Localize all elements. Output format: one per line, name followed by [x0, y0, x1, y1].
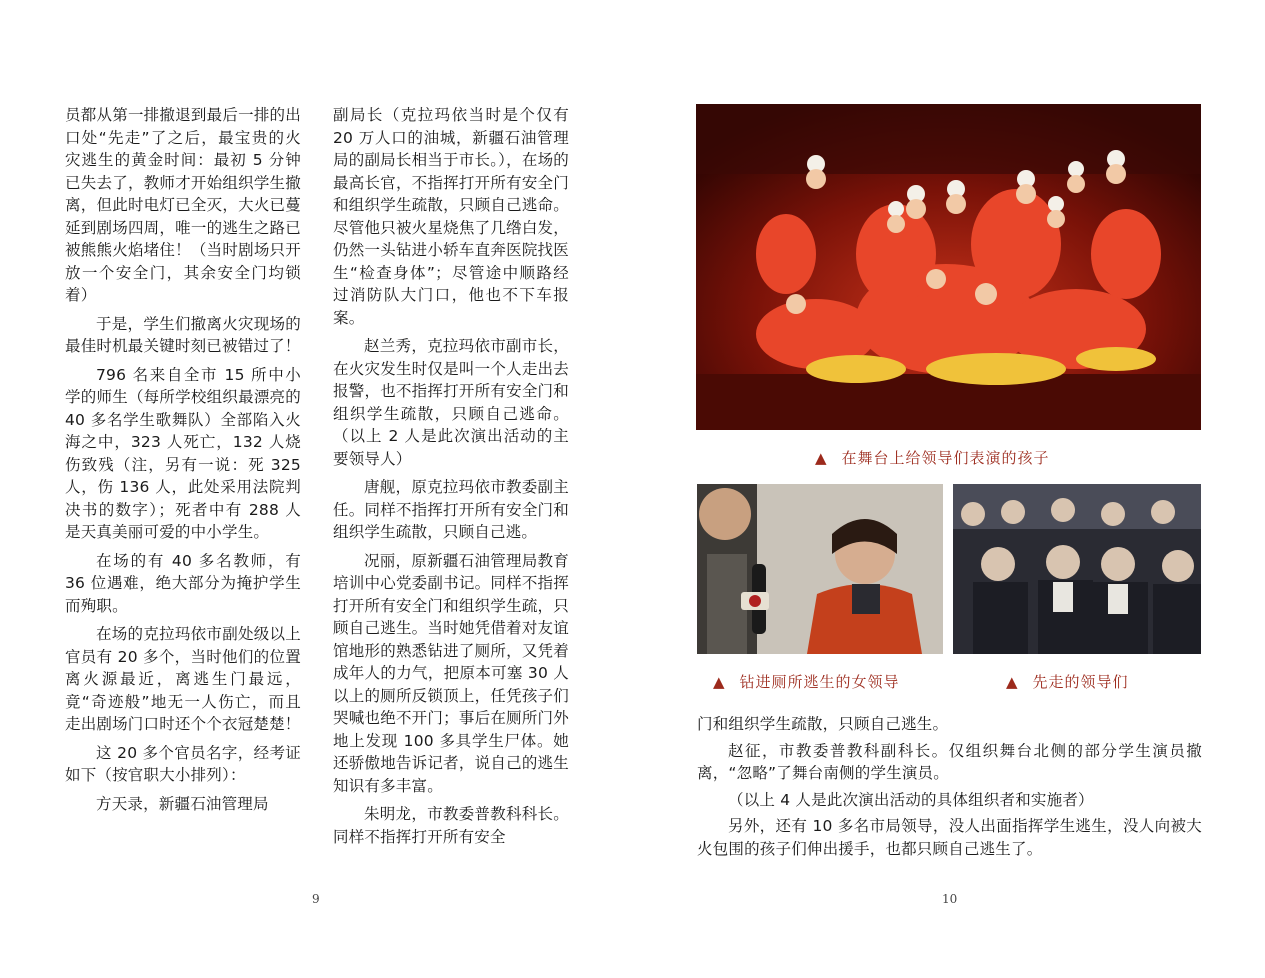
paragraph: 在场的克拉玛依市副处级以上官员有 20 多个，当时他们的位置离火源最近，离逃生门最远，竟“奇迹般”地无一人伤亡，而且走出剧场门口时还个个衣冠楚楚！ — [65, 625, 301, 733]
paragraph: 副局长（克拉玛依当时是个仅有 20 万人口的油城，新疆石油管理局的副局长相当于市长。），在场的最高长官，不指挥打开所有安全门和组织学生疏散，只顾自己逃命。尽管他只被火星烧焦了几绺白发，仍然一头钻进小轿车直奔医院找医生“检查身体”；尽管途中顺路经过消防队大门口，他也不下车报案。 — [333, 106, 569, 327]
caption-stage-photo — [815, 447, 1050, 468]
caption-officials — [1006, 671, 1129, 692]
paragraph: 朱明龙，市教委普教科科长。同样不指挥打开所有安全 — [333, 805, 569, 846]
page-number-left: 9 — [312, 892, 320, 906]
triangle-marker-icon: ▲ — [713, 673, 726, 691]
paragraph: 唐舰，原克拉玛依市教委副主任。同样不指挥打开所有安全门和组织学生疏散，只顾自己逃。 — [333, 478, 569, 541]
left-page-column-2 — [333, 104, 569, 854]
stage-performance-photo — [696, 104, 1201, 430]
paragraph: 赵征，市教委普教科副科长。仅组织舞台北侧的部分学生演员撤离，“忽略”了舞台南侧的学生演员。 — [697, 741, 1202, 782]
triangle-marker-icon: ▲ — [815, 449, 828, 467]
paragraph: 于是，学生们撤离火灾现场的最佳时机最关键时刻已被错过了！ — [65, 314, 301, 355]
caption-text: 在舞台上给领导们表演的孩子 — [841, 449, 1050, 467]
paragraph: 门和组织学生疏散，只顾自己逃生。 — [697, 715, 949, 733]
paragraph: （以上 4 人是此次演出活动的具体组织者和实施者） — [728, 790, 1094, 809]
paragraph: 在场的有 40 多名教师，有 36 位遇难，绝大部分为掩护学生而殉职。 — [65, 551, 301, 615]
triangle-marker-icon: ▲ — [1006, 673, 1019, 691]
female-leader-interview-photo — [697, 484, 943, 654]
caption-text: 钻进厕所逃生的女领导 — [739, 673, 900, 691]
left-page-column-1 — [65, 104, 301, 821]
paragraph: 另外，还有 10 多名市局领导，没人出面指挥学生逃生，没人向被大火包围的孩子们伸出援手，也都只顾自己逃生了。 — [697, 817, 1202, 858]
caption-text: 先走的领导们 — [1032, 673, 1129, 691]
interview-photo-illustration — [697, 484, 943, 654]
right-page-text — [697, 713, 1202, 864]
stage-photo-illustration — [696, 104, 1201, 430]
caption-female-leader — [713, 671, 900, 692]
audience-photo-illustration — [953, 484, 1201, 654]
officials-audience-photo — [953, 484, 1201, 654]
paragraph: 员都从第一排撤退到最后一排的出口处“先走”了之后，最宝贵的火灾逃生的黄金时间：最初 5 分钟已失去了，教师才开始组织学生撤离，但此时电灯已全灭，大火已蔓延到剧场四周，唯一的逃生之路已被熊熊火焰堵住！（当时剧场只开放一个安全门，其余安全门均锁着） — [65, 106, 301, 304]
page-number-right: 10 — [942, 892, 958, 906]
paragraph: 赵兰秀，克拉玛依市副市长，在火灾发生时仅是叫一个人走出去报警，也不指挥打开所有安全门和组织学生疏散，只顾自己逃命。（以上 2 人是此次演出活动的主要领导人） — [333, 337, 569, 468]
paragraph: 796 名来自全市 15 所中小学的师生（每所学校组织最漂亮的 40 多名学生歌舞队）全部陷入火海之中，323 人死亡，132 人烧伤致残（注，另有一说：死 325 人，伤 136 人，此处采用法院判决书的数字）；死者中有 288 人是天真美丽可爱的中小学生。 — [65, 365, 301, 541]
paragraph: 这 20 多个官员名字，经考证如下（按官职大小排列）： — [65, 743, 301, 784]
paragraph: 况丽，原新疆石油管理局教育培训中心党委副书记。同样不指挥打开所有安全门和组织学生疏，只顾自己逃生。当时她凭借着对友谊馆地形的熟悉钻进了厕所，又凭着成年人的力气，把原本可塞 30 人以上的厕所反锁顶上，任凭孩子们哭喊也绝不开门；事后在厕所门外地上发现 100 多具学生尸体。她还骄傲地告诉记者，说自己的逃生知识有多丰富。 — [333, 551, 569, 795]
paragraph: 方天录，新疆石油管理局 — [96, 794, 269, 813]
